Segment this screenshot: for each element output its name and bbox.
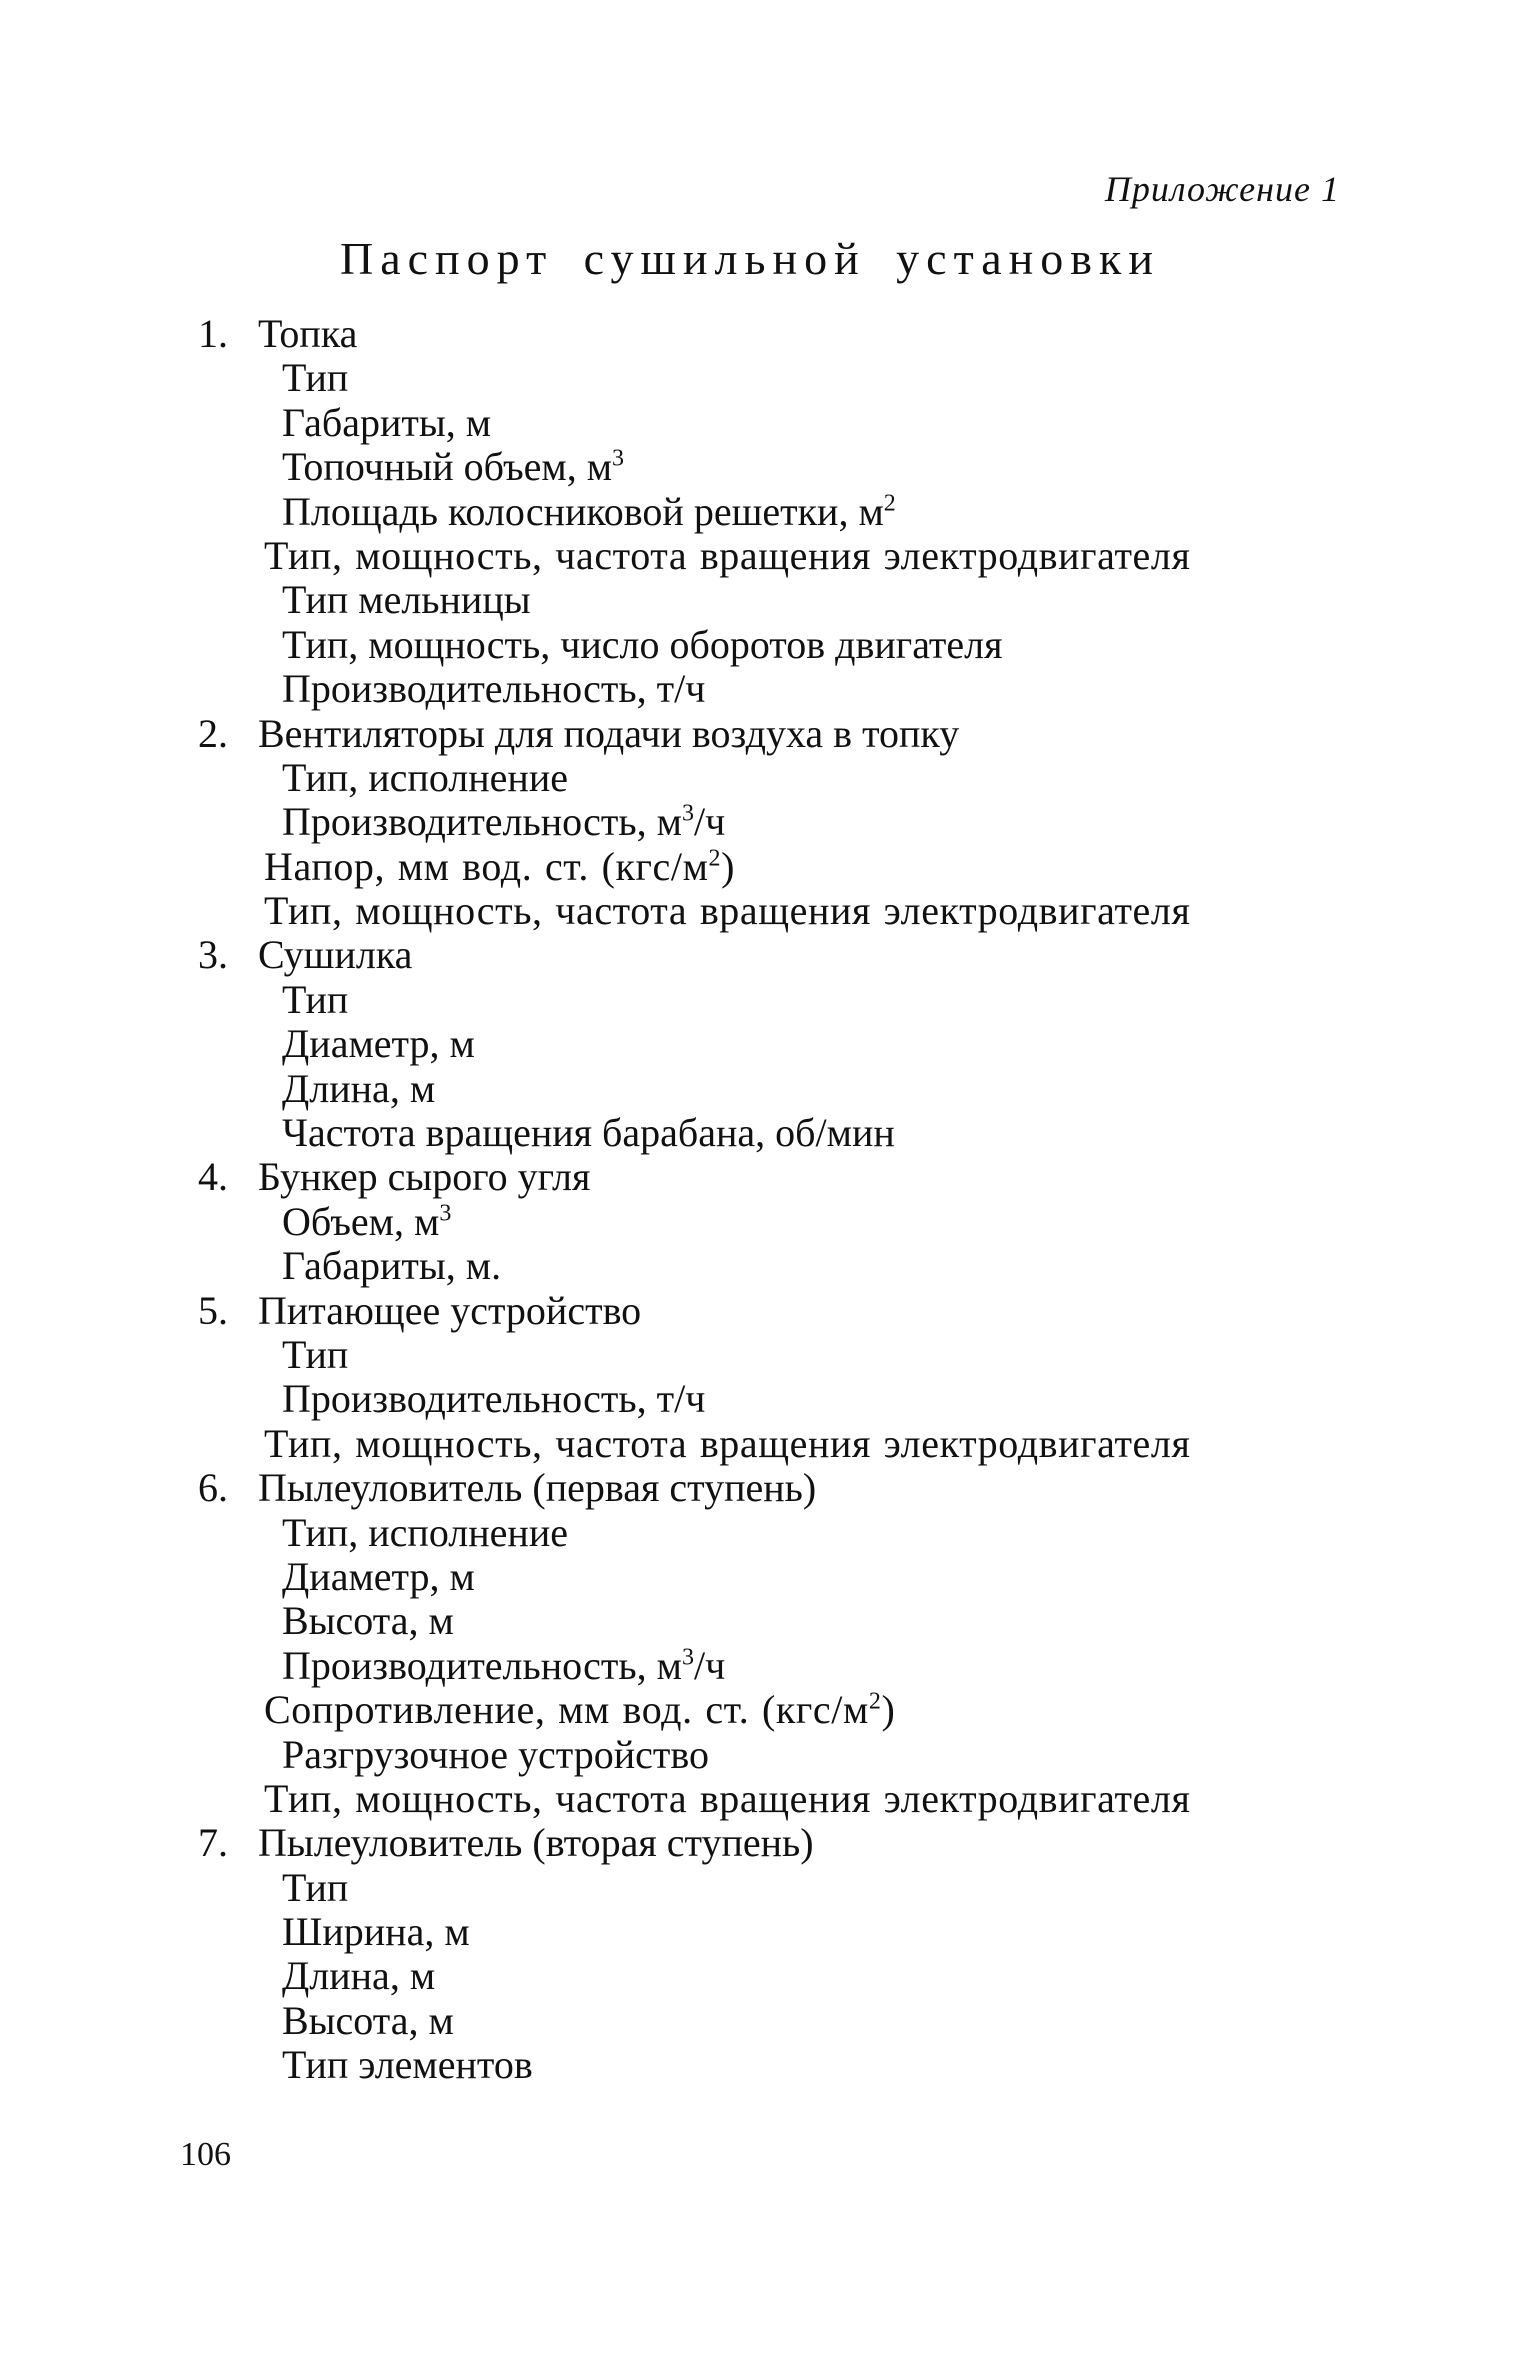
section-heading — [0, 1821, 1536, 1865]
list-item — [0, 1999, 1536, 2043]
list-item — [0, 1022, 1536, 1066]
item-label: Производительность, м — [282, 1642, 682, 1688]
item-label: Высота, м — [282, 1598, 454, 1644]
list-item — [0, 623, 1536, 667]
item-label: Производительность, т/ч — [282, 1376, 706, 1422]
list-item — [0, 1067, 1536, 1111]
list-item — [0, 1688, 1536, 1732]
unit-exponent: 3 — [612, 445, 625, 472]
section-number: 3. — [198, 932, 228, 978]
item-label: Тип, мощность, частота вращения электродвигателя — [264, 1775, 1191, 1821]
item-text — [282, 1377, 705, 1421]
item-text — [282, 578, 531, 622]
item-label: Пылеуловитель (первая ступень) — [258, 1465, 817, 1511]
item-text — [264, 889, 1190, 933]
list-item — [0, 1910, 1536, 1954]
list-item — [0, 845, 1536, 889]
item-label: Тип элементов — [282, 2042, 533, 2088]
section-number: 7. — [198, 1820, 228, 1866]
item-label: Тип — [282, 976, 349, 1022]
list-item — [0, 1333, 1536, 1377]
item-label: Топка — [258, 311, 358, 356]
item-text — [258, 1821, 814, 1865]
item-text — [264, 1688, 895, 1732]
item-label: Пылеуловитель (вторая ступень) — [258, 1820, 814, 1866]
item-label: Тип, мощность, частота вращения электродвигателя — [264, 532, 1191, 578]
item-text — [282, 1910, 470, 1954]
item-label: Диаметр, м — [282, 1553, 475, 1599]
item-label: Площадь колосниковой решетки, м — [282, 488, 884, 534]
unit-suffix: ) — [721, 843, 736, 889]
item-text — [282, 1644, 725, 1688]
list-item — [0, 1555, 1536, 1599]
list-item — [0, 1777, 1536, 1821]
list-item — [0, 889, 1536, 933]
item-label: Топочный объем, м — [282, 444, 613, 490]
page-title: Паспорт сушильной установки — [340, 233, 1160, 284]
item-label: Производительность, т/ч — [282, 666, 706, 712]
list-item — [0, 1422, 1536, 1466]
section-number: 4. — [198, 1154, 228, 1200]
item-text — [282, 1511, 568, 1555]
item-label: Вентиляторы для подачи воздуха в топку — [258, 710, 960, 756]
section-number: 6. — [198, 1465, 228, 1511]
section-number: 2. — [198, 710, 228, 756]
item-label: Тип, исполнение — [282, 1509, 568, 1555]
list-item — [0, 667, 1536, 711]
item-label: Тип — [282, 1864, 349, 1910]
item-text — [282, 490, 896, 534]
item-text — [282, 667, 705, 711]
unit-exponent: 3 — [439, 1200, 452, 1227]
item-label: Длина, м — [282, 1065, 436, 1111]
item-text — [264, 845, 735, 889]
item-text — [282, 401, 491, 445]
unit-exponent: 2 — [868, 1688, 882, 1715]
item-text — [258, 933, 412, 977]
item-label: Габариты, м — [282, 399, 492, 445]
item-text — [282, 1022, 475, 1066]
item-text — [282, 1067, 435, 1111]
item-text — [282, 1244, 501, 1288]
list-item — [0, 1599, 1536, 1643]
unit-exponent: 3 — [681, 1644, 694, 1671]
list-item — [0, 356, 1536, 400]
unit-suffix: /ч — [693, 1642, 726, 1688]
passport-list — [0, 312, 1536, 2088]
item-label: Бункер сырого угля — [258, 1154, 591, 1200]
list-item — [0, 1200, 1536, 1244]
item-text — [258, 1466, 816, 1510]
list-item — [0, 1866, 1536, 1910]
list-item — [0, 578, 1536, 622]
item-label: Питающее устройство — [258, 1287, 642, 1333]
list-item — [0, 1511, 1536, 1555]
section-heading — [0, 933, 1536, 977]
section-heading — [0, 1466, 1536, 1510]
list-item — [0, 2043, 1536, 2087]
item-text — [282, 1954, 435, 1998]
item-text — [282, 1866, 348, 1910]
list-item — [0, 1377, 1536, 1421]
item-text — [282, 1599, 454, 1643]
item-label: Длина, м — [282, 1953, 436, 1999]
item-text — [282, 1999, 454, 2043]
item-label: Разгрузочное устройство — [282, 1731, 709, 1777]
list-item — [0, 401, 1536, 445]
list-item — [0, 1644, 1536, 1688]
item-label: Тип — [282, 1331, 349, 1377]
list-item — [0, 756, 1536, 800]
list-item — [0, 445, 1536, 489]
item-text — [282, 978, 348, 1022]
item-text — [282, 800, 725, 844]
item-text — [282, 445, 624, 489]
list-item — [0, 1111, 1536, 1155]
unit-exponent: 2 — [883, 490, 896, 517]
item-label: Тип, мощность, число оборотов двигателя — [282, 621, 1003, 667]
unit-suffix: ) — [881, 1687, 896, 1733]
item-text — [282, 2043, 533, 2087]
item-label: Сушилка — [258, 932, 413, 978]
list-item — [0, 1244, 1536, 1288]
list-item — [0, 1954, 1536, 1998]
list-item — [0, 534, 1536, 578]
section-number: 5. — [198, 1287, 228, 1333]
item-text — [282, 756, 568, 800]
item-label: Производительность, м — [282, 799, 682, 845]
list-item — [0, 490, 1536, 534]
item-text — [258, 1289, 641, 1333]
item-label: Тип, мощность, частота вращения электродвигателя — [264, 1420, 1191, 1466]
item-text — [264, 1422, 1190, 1466]
item-label: Сопротивление, мм вод. ст. (кгс/м — [264, 1687, 869, 1733]
section-heading — [0, 312, 1536, 356]
item-text — [264, 1777, 1190, 1821]
section-heading — [0, 1289, 1536, 1333]
unit-exponent: 2 — [708, 845, 722, 872]
item-text — [282, 356, 348, 400]
unit-suffix: /ч — [693, 799, 726, 845]
section-number: 1. — [198, 311, 228, 356]
item-label: Тип, мощность, частота вращения электродвигателя — [264, 888, 1191, 934]
item-text — [282, 1333, 348, 1377]
section-heading — [0, 1155, 1536, 1199]
item-label: Частота вращения барабана, об/мин — [282, 1110, 895, 1156]
item-label: Тип — [282, 355, 349, 401]
item-text — [282, 1111, 895, 1155]
section-heading — [0, 712, 1536, 756]
item-text — [282, 1555, 475, 1599]
item-label: Диаметр, м — [282, 1021, 475, 1067]
item-text — [282, 623, 1003, 667]
list-item — [0, 978, 1536, 1022]
list-item — [0, 1733, 1536, 1777]
item-label: Объем, м — [282, 1198, 440, 1244]
appendix-label: Приложение 1 — [1104, 169, 1340, 209]
item-label: Габариты, м. — [282, 1243, 502, 1289]
item-label: Напор, мм вод. ст. (кгс/м — [264, 843, 709, 889]
item-text — [258, 712, 959, 756]
item-text — [264, 534, 1190, 578]
item-text — [282, 1200, 451, 1244]
item-label: Ширина, м — [282, 1909, 470, 1955]
unit-exponent: 3 — [681, 800, 694, 827]
item-text — [258, 312, 357, 356]
item-label: Тип, исполнение — [282, 754, 568, 800]
item-text — [282, 1733, 709, 1777]
item-text — [258, 1155, 590, 1199]
item-label: Тип мельницы — [282, 577, 531, 623]
item-label: Высота, м — [282, 1997, 454, 2043]
list-item — [0, 800, 1536, 844]
page-number: 106 — [180, 2136, 231, 2173]
